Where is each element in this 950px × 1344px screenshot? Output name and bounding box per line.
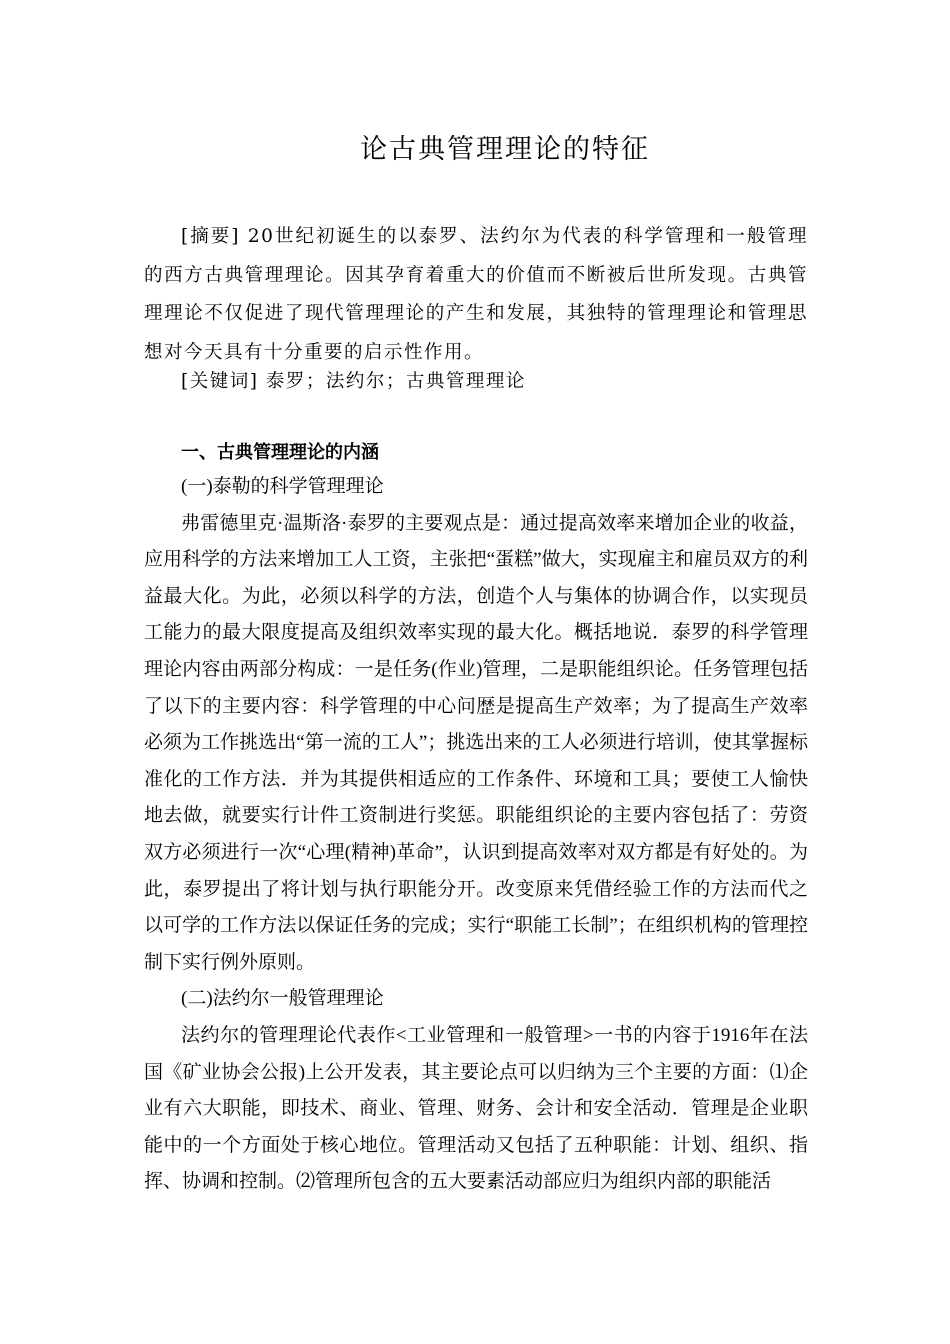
body-paragraph: 弗雷德里克·温斯洛·泰罗的主要观点是：通过提高效率来增加企业的收益，应用科学的方法来增加工人工资，主张把“蛋糕”做大，实现雇主和雇员双方的利益最大化。为此，必须以科学的方法，创造个人与集体的协调合作，以实现员工能力的最大限度提高及组织效率实现的最大化。概括地说．泰罗的科学管理理论内容由两部分构成：一是任务(作业)管理，二是职能组织论。任务管理包括了以下的主要内容：科学管理的中心问歴是提高生产效率；为了提高生产效率必须为工作挑选出“第一流的工人”；挑选出来的工人必须进行培训，使其掌握标准化的工作方法．并为其提供相适应的工作条件、环境和工具；要使工人愉快地去做，就要实行计件工资制进行奖惩。职能组织论的主要内容包括了：劳资双方必须进行一次“心理(精神)革命”，认识到提高效率对双方都是有好处的。为此，泰罗提出了将计划与执行职能分开。改变原来凭借经验工作的方法而代之以可学的工作方法以保证任务的完成；实行“职能工长制”；在组织机构的管理控制下实行例外原则。 [144, 512, 808, 973]
body-paragraph: 法约尔的管理理论代表作<工业管理和一般管理>一书的内容于1916年在法国《矿业协会公报)上公开发表，其主要论点可以归纳为三个主要的方面：⑴企业有六大职能，即技术、商业、管理、财务、会计和安全活动．管理是企业职能中的一个方面处于核心地位。管理活动又包括了五种职能：计划、组织、指挥、协调和控制。⑵管理所包含的五大要素活动部应归为组织内部的职能活 [144, 1024, 808, 1193]
abstract-paragraph: [摘要] 20世纪初诞生的以泰罗、法约尔为代表的科学管理和一般管理的西方古典管理理论。因其孕育着重大的价值而不断被后世所发现。古典管理理论不仅促进了现代管理理论的产生和发展，其独特的管理理论和管理思想对今天具有十分重要的启示性作用。 [144, 226, 808, 363]
body-text [144, 469, 808, 1201]
keywords: [关键词] 泰罗；法约尔；古典管理理论 [181, 371, 526, 392]
abstract [144, 218, 808, 372]
subsection-heading: (二)法约尔一般管理理论 [181, 988, 384, 1010]
subsection-heading: (一)泰勒的科学管理理论 [181, 476, 384, 497]
page-title: 论古典管理理论的特征 [360, 134, 650, 165]
section-heading: 一、古典管理理论的内涵 [181, 442, 379, 463]
